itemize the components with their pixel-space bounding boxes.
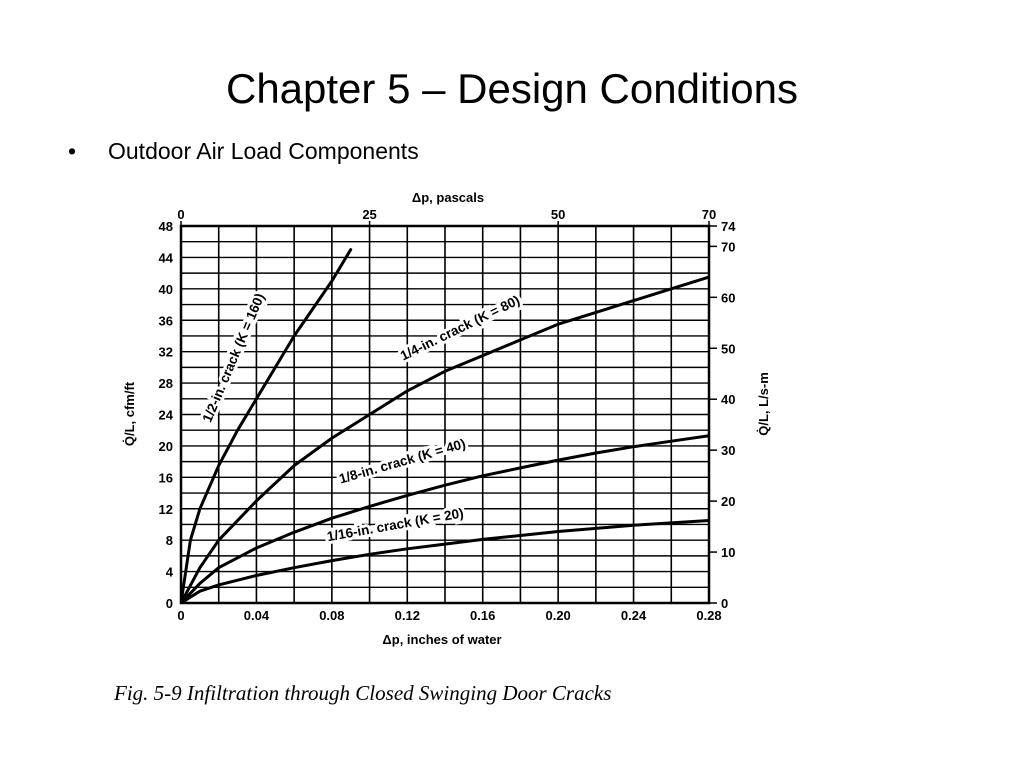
y2-tick-label: 30 [721,443,736,459]
y-tick-label: 8 [165,533,173,549]
y2-tick-label: 50 [721,341,736,357]
figure-caption: Fig. 5-9 Infiltration through Closed Swinging Door Cracks [114,681,612,705]
y-tick-label: 12 [158,501,173,517]
bullet-symbol: • [68,138,77,164]
bullet-text: Outdoor Air Load Components [108,138,419,164]
y2-tick-label: 74 [721,219,736,234]
y2-tick-label: 60 [721,290,736,306]
y-tick-label: 48 [158,219,173,234]
x-tick-label: 0.20 [545,608,571,623]
y2-tick-label: 40 [721,392,736,408]
y-axis-title: Q̇/L, cfm/ft [122,381,137,447]
y-tick-label: 16 [158,470,173,486]
slide-title: Chapter 5 – Design Conditions [225,65,798,112]
y-tick-label: 28 [158,376,173,392]
y-tick-label: 40 [158,281,173,297]
y2-tick-label: 0 [721,596,729,611]
series-label: 1/8-in. crack (K = 40) [337,436,468,487]
y2-tick-label: 70 [721,239,736,255]
x2-tick-label: 25 [362,207,377,222]
x-tick-label: 0.04 [243,608,270,623]
y-tick-label: 44 [158,250,173,266]
x-tick-label: 0.28 [696,608,722,623]
x2-tick-label: 0 [177,207,185,222]
y2-tick-label: 20 [721,494,736,510]
chart-curve-labels [200,291,523,544]
y-tick-label: 24 [158,407,173,423]
x2-axis-title: Δp, pascals [411,190,485,205]
x2-tick-label: 50 [550,207,566,222]
x-tick-label: 0 [177,608,185,623]
x-axis-title: Δp, inches of water [382,632,502,647]
x-tick-label: 0.12 [394,608,420,623]
y-tick-label: 0 [165,596,173,611]
series-label: 1/16-in. crack (K = 20) [325,505,465,545]
series-line [181,250,351,603]
series-label: 1/4-in. crack (K = 80) [397,292,523,364]
y2-axis-title: Q̇/L, L/s-m [756,372,771,436]
y-tick-label: 32 [158,344,173,360]
series-label: 1/2-in. crack (K = 160) [199,291,268,425]
y2-tick-label: 10 [721,545,736,561]
y-tick-label: 36 [158,313,173,329]
y-tick-label: 20 [158,438,173,454]
x-tick-label: 0.16 [470,608,496,623]
x-tick-label: 0.24 [620,608,647,623]
y-tick-label: 4 [165,564,173,580]
x-tick-label: 0.08 [319,608,345,623]
x2-tick-label: 70 [701,207,717,222]
